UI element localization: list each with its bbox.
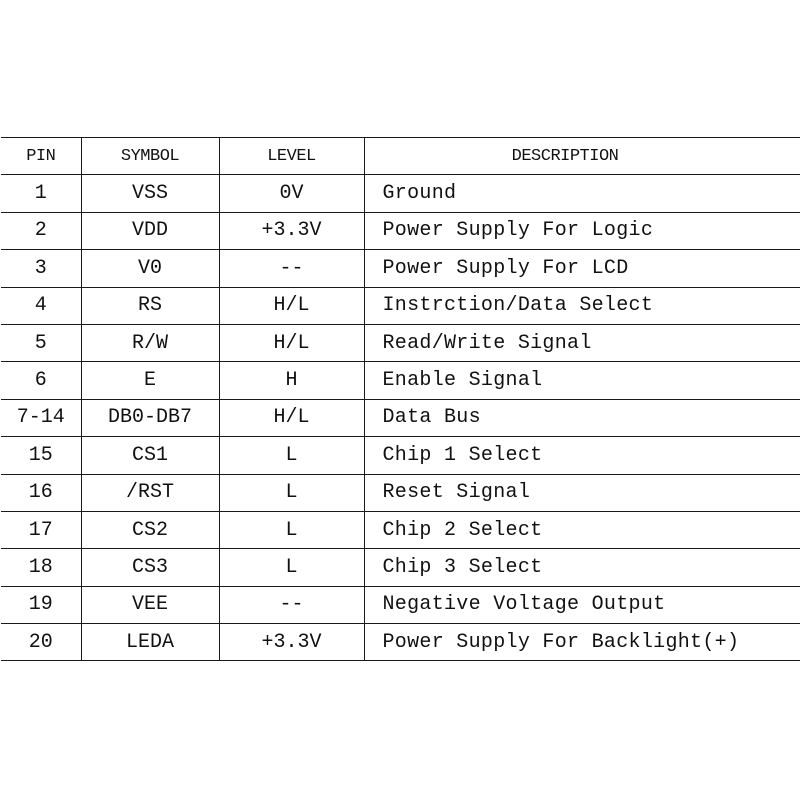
table-row [1,250,800,287]
description-cell: Enable Signal [364,362,800,399]
description-cell: Instrction/Data Select [364,287,800,324]
table-row [1,212,800,249]
header-description: DESCRIPTION [364,138,800,175]
description-cell: Negative Voltage Output [364,586,800,623]
table-row [1,549,800,586]
symbol-cell: DB0-DB7 [81,399,219,436]
pin-cell: 16 [1,474,81,511]
level-cell: L [219,511,364,548]
symbol-cell: CS2 [81,511,219,548]
level-cell: -- [219,586,364,623]
description-cell: Reset Signal [364,474,800,511]
description-cell: Ground [364,175,800,212]
description-cell: Chip 2 Select [364,511,800,548]
symbol-cell: VSS [81,175,219,212]
level-cell: L [219,437,364,474]
symbol-cell: RS [81,287,219,324]
pin-cell: 7-14 [1,399,81,436]
table-row [1,175,800,212]
pin-cell: 17 [1,511,81,548]
pin-cell: 4 [1,287,81,324]
description-cell: Power Supply For LCD [364,250,800,287]
level-cell: -- [219,250,364,287]
symbol-cell: VEE [81,586,219,623]
description-cell: Power Supply For Backlight(+) [364,624,800,661]
pin-assignment-table-wrapper [0,137,800,667]
description-cell: Power Supply For Logic [364,212,800,249]
symbol-cell: LEDA [81,624,219,661]
table-row [1,511,800,548]
pin-cell: 3 [1,250,81,287]
symbol-cell: E [81,362,219,399]
pin-assignment-table [1,137,800,661]
symbol-cell: V0 [81,250,219,287]
pin-cell: 2 [1,212,81,249]
pin-cell: 15 [1,437,81,474]
table-header-row [1,138,800,175]
symbol-cell: VDD [81,212,219,249]
level-cell: H/L [219,324,364,361]
pin-cell: 5 [1,324,81,361]
pin-cell: 18 [1,549,81,586]
symbol-cell: R/W [81,324,219,361]
pin-cell: 6 [1,362,81,399]
level-cell: 0V [219,175,364,212]
header-pin: PIN [1,138,81,175]
level-cell: H/L [219,399,364,436]
table-row [1,474,800,511]
description-cell: Chip 3 Select [364,549,800,586]
header-symbol: SYMBOL [81,138,219,175]
level-cell: +3.3V [219,212,364,249]
table-row [1,287,800,324]
table-row [1,399,800,436]
description-cell: Read/Write Signal [364,324,800,361]
description-cell: Data Bus [364,399,800,436]
table-row [1,324,800,361]
description-cell: Chip 1 Select [364,437,800,474]
header-level: LEVEL [219,138,364,175]
table-row [1,437,800,474]
symbol-cell: CS3 [81,549,219,586]
symbol-cell: CS1 [81,437,219,474]
level-cell: +3.3V [219,624,364,661]
level-cell: H [219,362,364,399]
level-cell: L [219,474,364,511]
table-body [1,175,800,661]
level-cell: H/L [219,287,364,324]
symbol-cell: /RST [81,474,219,511]
pin-cell: 20 [1,624,81,661]
pin-cell: 19 [1,586,81,623]
table-row [1,362,800,399]
pin-cell: 1 [1,175,81,212]
table-row [1,586,800,623]
level-cell: L [219,549,364,586]
table-row [1,624,800,661]
